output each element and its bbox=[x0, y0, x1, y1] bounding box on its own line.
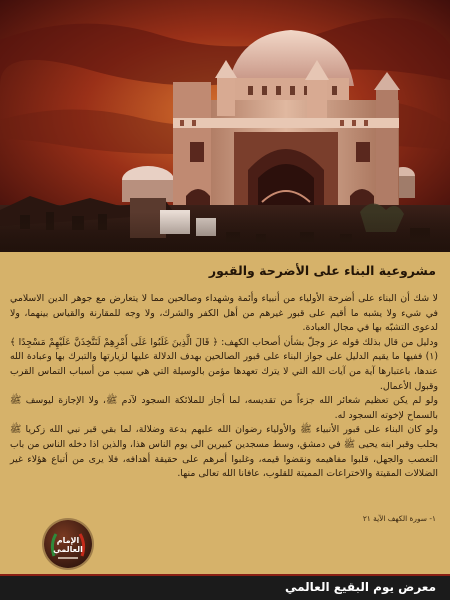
article-paragraph: ولو لم يكن تعظيم شعائر الله جزءاً من تقديسه، لما أجاز للملائكة السجود لآدم ﷺ، ولا الإجازة ليوسف ﷺ بالسماح لإخوته السجود له. bbox=[10, 395, 438, 421]
photo-shadow bbox=[0, 212, 450, 252]
article-paragraph: لا شك أن البناء على أضرحة الأولياء من أنبياء وأئمة وشهداء وصالحين مما لا يتعارض مع جوهر الدين الاسلامي في شيء ولا يشبه ما أقيم على قبور غيرهم من أهل الكفر والشرك، ولا وجه للمقارنة والقياس بينهما، ولا لدعوى التشبّه بها في مجال العبادة. bbox=[10, 293, 438, 334]
article-footnote: ١- سورة الكهف الآية ٢١ bbox=[362, 514, 436, 523]
footer-bar bbox=[0, 576, 450, 600]
shrine-photo bbox=[0, 0, 450, 252]
article-body bbox=[10, 292, 438, 482]
article-paragraph: ودليل من قال بذلك قوله عز وجلّ بشأن أصحاب الكهف: ﴿ قَالَ الَّذِينَ غَلَبُوا عَلَى أَمْرِهِمْ لَنَتَّخِذَنَّ عَلَيْهِمْ مَسْجِدًا ﴾ (١) ففيها ما يقيم الدليل على جواز البناء على قبور الصالحين بهدف الدلالة عليها لزيارتها والتبرك بها وعبادة الله عندها، باعتبارها آية من آيات الله التي لا يترك تعهدها مؤمن بالوسيلة التي هي سبب من أسباب التماس القرب وقبول الأعمال. bbox=[10, 336, 438, 392]
article-paragraph: ولو كان البناء على قبور الأنبياء ﷺ والأولياء رضوان الله عليهم بدعة وضلالة، لما بقي قبر نبي الله زكريا ﷺ بحلب وقبر ابنه يحيى ﷺ في دمشق، وسط مسجدين كبيرين الى يوم الناس هذا، والذين اذا دخله الناس من باب التعصب والجهل، قلبوا مفاهيمه ونقضوا قيمه، وغلبوا أمرهم على حقيقة أهدافه، فلا يرى من أتباع هؤلاء غير الضلالات المقيتة والاختراعات المميتة للقلوب، عافانا الله تعالى منها. bbox=[10, 424, 438, 480]
footer-label: معرض يوم البقيع العالمي bbox=[284, 580, 436, 594]
logo-text: الإمام العالمي bbox=[53, 536, 83, 554]
article-title: مشروعية البناء على الأضرحة والقبور bbox=[208, 263, 436, 278]
baqi-exhibition-logo bbox=[44, 520, 92, 568]
